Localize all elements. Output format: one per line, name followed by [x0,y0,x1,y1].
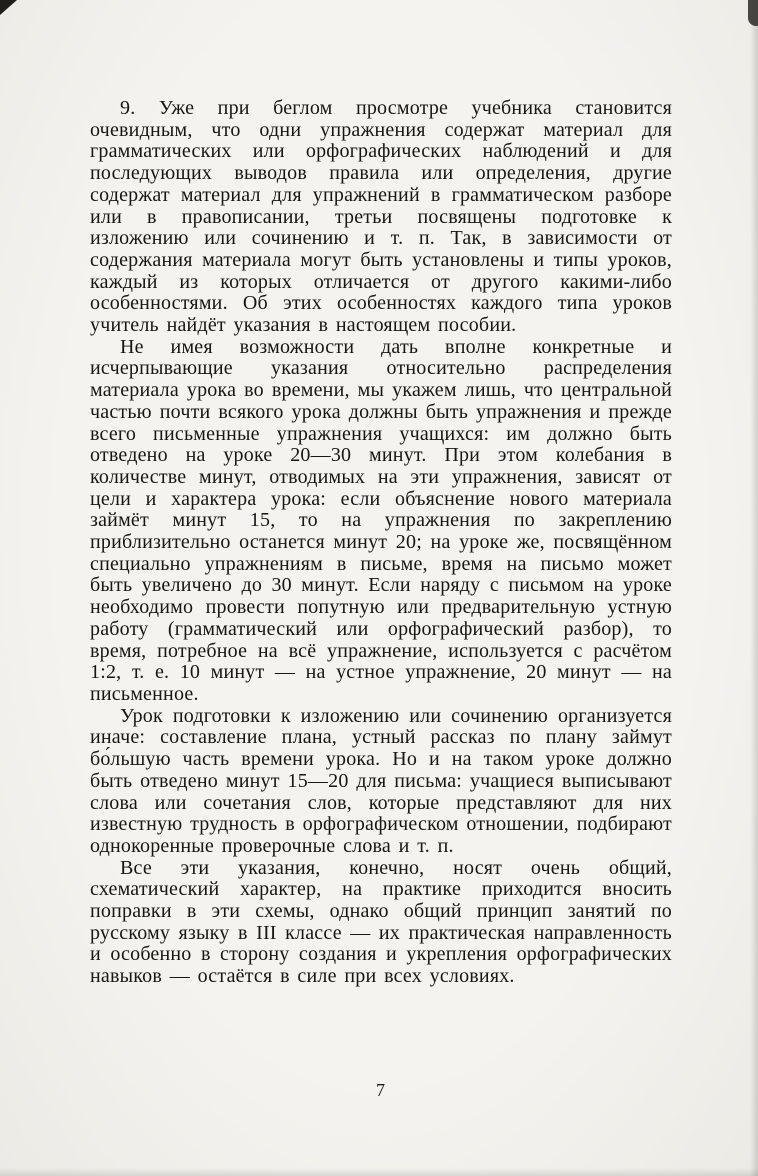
text-column [90,98,672,988]
paragraph: Урок подготовки к изложению или сочинению организуется иначе: составление плана, устный рассказ по плану займут бо́льшую часть времени урока. Но и на таком уроке должно быть отведено минут 15—20 для письма: учащиеся выписывают слова или сочетания слов, которые представляют для них известную трудность в орфографическом отношении, подбирают однокоренные проверочные слова и т. п. [90,704,672,857]
page-number: 7 [376,1080,386,1100]
paragraph: Все эти указания, конечно, носят очень общий, схематический характер, на практике приходится вносить поправки в эти схемы, однако общий принцип занятий по русскому языку в III классе — их практическая направленность и особенно в сторону создания и укрепления орфографических навыков — остаётся в силе при всех условиях. [90,856,672,988]
paragraph: Не имея возможности дать вполне конкретные и исчерпывающие указания относительно распределения материала урока во времени, мы укажем лишь, что центральной частью почти всякого урока должны быть упражнения и прежде всего письменные упражнения учащихся: им должно быть отведено на уроке 20—30 минут. При этом колебания в количестве минут, отводимых на эти упражнения, зависят от цели и характера урока: если объяснение нового материала займёт минут 15, то на упражнения по закреплению приблизительно останется минут 20; на уроке же, посвящённом специально упражнениям в письме, время на письмо может быть увеличено до 30 минут. Если наряду с письмом на уроке необходимо провести попутную или предварительную устную работу (грамматический или орфографический разбор), то время, потребное на всё упражнение, используется с расчётом 1:2, т. е. 10 минут — на устное упражнение, 20 минут — на письменное. [90,335,672,705]
paragraph: 9. Уже при беглом просмотре учебника становится очевидным, что одни упражнения содержат материал для грамматических или орфографических наблюдений и для последующих выводов правила или определения, другие содержат материал для упражнений в грамматическом разборе или в правописании, третьи посвящены подготовке к изложению или сочинению и т. п. Так, в зависимости от содержания материала могут быть установлены и типы уроков, каждый из которых отличается от другого какими-либо особенностями. Об этих особенностях каждого типа уроков учитель найдёт указания в настоящем пособии. [90,97,672,337]
scan-artifact-top-left [0,0,17,15]
scan-edge-shadow-bottom [0,1168,758,1176]
scan-edge-shadow-right [750,0,758,1176]
